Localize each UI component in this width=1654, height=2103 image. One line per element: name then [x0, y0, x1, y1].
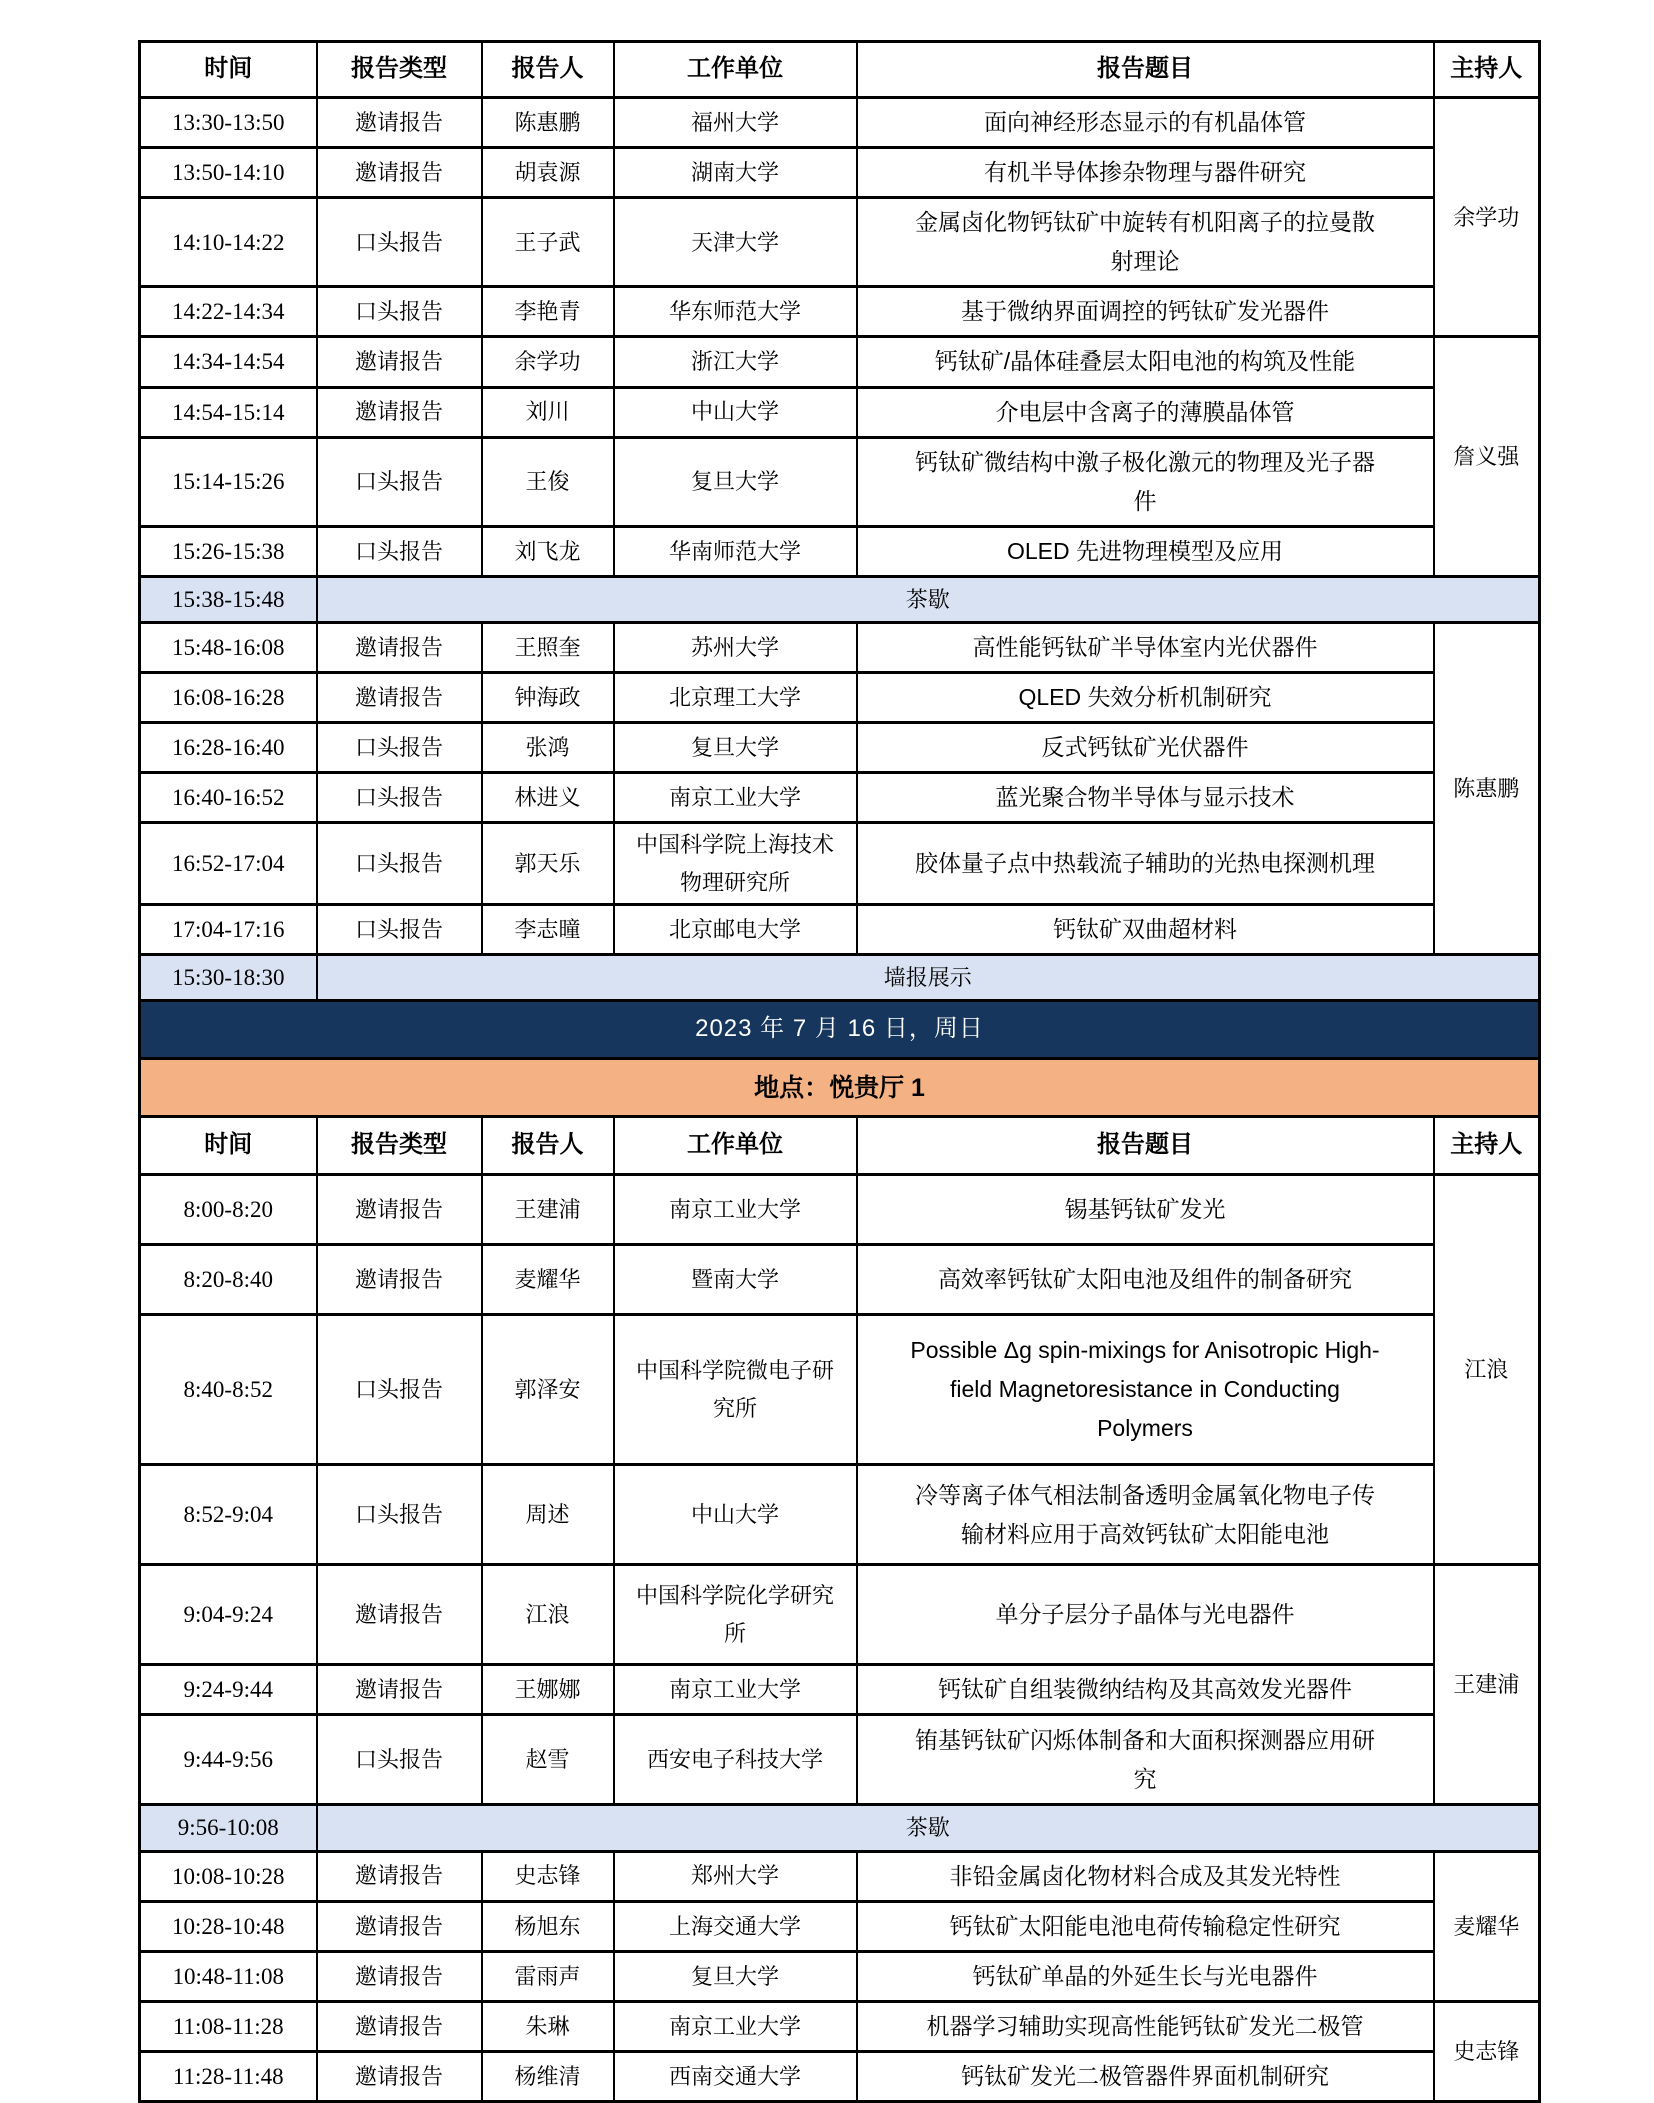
venue-banner: 地点：悦贵厅 1	[140, 1059, 1540, 1117]
time-cell: 10:48-11:08	[140, 1951, 317, 2001]
title-cell: 非铅金属卤化物材料合成及其发光特性	[857, 1851, 1434, 1901]
speaker-cell: 林进义	[482, 773, 614, 823]
header-cell-3: 工作单位	[614, 42, 857, 98]
affiliation-cell: 郑州大学	[614, 1851, 857, 1901]
type-cell: 口头报告	[317, 773, 482, 823]
affiliation-cell: 南京工业大学	[614, 1665, 857, 1715]
time-cell: 14:34-14:54	[140, 337, 317, 387]
speaker-cell: 郭天乐	[482, 823, 614, 905]
time-cell: 9:04-9:24	[140, 1565, 317, 1665]
type-cell: 口头报告	[317, 1715, 482, 1805]
time-cell: 8:52-9:04	[140, 1465, 317, 1565]
affiliation-cell: 西南交通大学	[614, 2051, 857, 2101]
talk-row	[140, 437, 1540, 526]
break-row	[140, 955, 1540, 1001]
speaker-cell: 王子武	[482, 198, 614, 287]
header-cell-3: 工作单位	[614, 1117, 857, 1175]
time-cell: 8:40-8:52	[140, 1315, 317, 1465]
speaker-cell: 雷雨声	[482, 1951, 614, 2001]
chair-cell: 陈惠鹏	[1434, 623, 1540, 955]
talk-row	[140, 148, 1540, 198]
header-row	[140, 42, 1540, 98]
time-cell: 15:30-18:30	[140, 955, 317, 1001]
type-cell: 邀请报告	[317, 2051, 482, 2101]
header-row	[140, 1117, 1540, 1175]
talk-row	[140, 1245, 1540, 1315]
title-cell: 钙钛矿太阳能电池电荷传输稳定性研究	[857, 1901, 1434, 1951]
type-cell: 口头报告	[317, 823, 482, 905]
header-cell-4: 报告题目	[857, 1117, 1434, 1175]
talk-row	[140, 337, 1540, 387]
speaker-cell: 杨旭东	[482, 1901, 614, 1951]
time-cell: 9:44-9:56	[140, 1715, 317, 1805]
title-cell: 蓝光聚合物半导体与显示技术	[857, 773, 1434, 823]
talk-row	[140, 1665, 1540, 1715]
session-day1-afternoon	[140, 42, 1540, 1001]
break-row	[140, 1805, 1540, 1851]
speaker-cell: 王建浦	[482, 1175, 614, 1245]
header-cell-2: 报告人	[482, 1117, 614, 1175]
affiliation-cell: 福州大学	[614, 98, 857, 148]
type-cell: 口头报告	[317, 1465, 482, 1565]
header-cell-2: 报告人	[482, 42, 614, 98]
schedule-table	[138, 40, 1541, 2103]
affiliation-cell: 天津大学	[614, 198, 857, 287]
talk-row	[140, 623, 1540, 673]
title-cell: Possible Δg spin-mixings for Anisotropic High-field Magnetoresistance in Conducting Polymers	[857, 1315, 1434, 1465]
speaker-cell: 赵雪	[482, 1715, 614, 1805]
affiliation-cell: 苏州大学	[614, 623, 857, 673]
title-cell: 钙钛矿微结构中激子极化激元的物理及光子器件	[857, 437, 1434, 526]
affiliation-cell: 复旦大学	[614, 1951, 857, 2001]
title-cell: 高性能钙钛矿半导体室内光伏器件	[857, 623, 1434, 673]
speaker-cell: 刘飞龙	[482, 526, 614, 576]
title-cell: 高效率钙钛矿太阳电池及组件的制备研究	[857, 1245, 1434, 1315]
affiliation-cell: 中国科学院化学研究所	[614, 1565, 857, 1665]
talk-row	[140, 526, 1540, 576]
time-cell: 15:38-15:48	[140, 576, 317, 622]
talk-row	[140, 1851, 1540, 1901]
chair-cell: 余学功	[1434, 98, 1540, 337]
talk-row	[140, 1175, 1540, 1245]
speaker-cell: 张鸿	[482, 723, 614, 773]
affiliation-cell: 暨南大学	[614, 1245, 857, 1315]
speaker-cell: 胡袁源	[482, 148, 614, 198]
break-row	[140, 576, 1540, 622]
title-cell: 介电层中含离子的薄膜晶体管	[857, 387, 1434, 437]
chair-cell: 麦耀华	[1434, 1851, 1540, 2001]
speaker-cell: 麦耀华	[482, 1245, 614, 1315]
time-cell: 9:24-9:44	[140, 1665, 317, 1715]
title-cell: QLED 失效分析机制研究	[857, 673, 1434, 723]
affiliation-cell: 中国科学院微电子研究所	[614, 1315, 857, 1465]
talk-row	[140, 1951, 1540, 2001]
chair-cell: 史志锋	[1434, 2001, 1540, 2101]
type-cell: 邀请报告	[317, 673, 482, 723]
affiliation-cell: 中国科学院上海技术物理研究所	[614, 823, 857, 905]
time-cell: 17:04-17:16	[140, 905, 317, 955]
date-banner-row	[140, 1001, 1540, 1059]
speaker-cell: 陈惠鹏	[482, 98, 614, 148]
banner-section	[140, 1001, 1540, 1117]
time-cell: 16:40-16:52	[140, 773, 317, 823]
time-cell: 10:28-10:48	[140, 1901, 317, 1951]
break-label-cell: 墙报展示	[317, 955, 1540, 1001]
speaker-cell: 李志曈	[482, 905, 614, 955]
type-cell: 邀请报告	[317, 1951, 482, 2001]
type-cell: 口头报告	[317, 437, 482, 526]
type-cell: 口头报告	[317, 723, 482, 773]
talk-row	[140, 1465, 1540, 1565]
title-cell: OLED 先进物理模型及应用	[857, 526, 1434, 576]
affiliation-cell: 华东师范大学	[614, 287, 857, 337]
speaker-cell: 郭泽安	[482, 1315, 614, 1465]
title-cell: 面向神经形态显示的有机晶体管	[857, 98, 1434, 148]
time-cell: 9:56-10:08	[140, 1805, 317, 1851]
type-cell: 口头报告	[317, 198, 482, 287]
affiliation-cell: 复旦大学	[614, 437, 857, 526]
affiliation-cell: 中山大学	[614, 1465, 857, 1565]
affiliation-cell: 上海交通大学	[614, 1901, 857, 1951]
time-cell: 16:08-16:28	[140, 673, 317, 723]
speaker-cell: 史志锋	[482, 1851, 614, 1901]
time-cell: 16:28-16:40	[140, 723, 317, 773]
affiliation-cell: 南京工业大学	[614, 1175, 857, 1245]
time-cell: 8:00-8:20	[140, 1175, 317, 1245]
talk-row	[140, 198, 1540, 287]
speaker-cell: 钟海政	[482, 673, 614, 723]
title-cell: 钙钛矿自组装微纳结构及其高效发光器件	[857, 1665, 1434, 1715]
break-label-cell: 茶歇	[317, 1805, 1540, 1851]
speaker-cell: 杨维清	[482, 2051, 614, 2101]
date-banner: 2023 年 7 月 16 日，周日	[140, 1001, 1540, 1059]
type-cell: 邀请报告	[317, 1565, 482, 1665]
affiliation-cell: 南京工业大学	[614, 2001, 857, 2051]
affiliation-cell: 北京邮电大学	[614, 905, 857, 955]
title-cell: 机器学习辅助实现高性能钙钛矿发光二极管	[857, 2001, 1434, 2051]
header-cell-1: 报告类型	[317, 42, 482, 98]
type-cell: 邀请报告	[317, 1665, 482, 1715]
time-cell: 15:26-15:38	[140, 526, 317, 576]
title-cell: 有机半导体掺杂物理与器件研究	[857, 148, 1434, 198]
affiliation-cell: 浙江大学	[614, 337, 857, 387]
affiliation-cell: 中山大学	[614, 387, 857, 437]
title-cell: 钙钛矿发光二极管器件界面机制研究	[857, 2051, 1434, 2101]
header-cell-0: 时间	[140, 1117, 317, 1175]
speaker-cell: 王俊	[482, 437, 614, 526]
affiliation-cell: 湖南大学	[614, 148, 857, 198]
chair-cell: 詹义强	[1434, 337, 1540, 576]
talk-row	[140, 2001, 1540, 2051]
speaker-cell: 刘川	[482, 387, 614, 437]
affiliation-cell: 华南师范大学	[614, 526, 857, 576]
speaker-cell: 朱琳	[482, 2001, 614, 2051]
type-cell: 口头报告	[317, 1315, 482, 1465]
talk-row	[140, 387, 1540, 437]
type-cell: 邀请报告	[317, 98, 482, 148]
header-cell-5: 主持人	[1434, 42, 1540, 98]
title-cell: 胶体量子点中热载流子辅助的光热电探测机理	[857, 823, 1434, 905]
speaker-cell: 余学功	[482, 337, 614, 387]
session-day2-morning	[140, 1117, 1540, 2102]
affiliation-cell: 北京理工大学	[614, 673, 857, 723]
type-cell: 邀请报告	[317, 1901, 482, 1951]
talk-row	[140, 905, 1540, 955]
time-cell: 13:50-14:10	[140, 148, 317, 198]
talk-row	[140, 287, 1540, 337]
header-cell-5: 主持人	[1434, 1117, 1540, 1175]
talk-row	[140, 1315, 1540, 1465]
chair-cell: 王建浦	[1434, 1565, 1540, 1805]
schedule-container	[138, 40, 1538, 2103]
title-cell: 冷等离子体气相法制备透明金属氧化物电子传输材料应用于高效钙钛矿太阳能电池	[857, 1465, 1434, 1565]
talk-row	[140, 2051, 1540, 2101]
time-cell: 16:52-17:04	[140, 823, 317, 905]
speaker-cell: 王照奎	[482, 623, 614, 673]
affiliation-cell: 西安电子科技大学	[614, 1715, 857, 1805]
title-cell: 基于微纳界面调控的钙钛矿发光器件	[857, 287, 1434, 337]
type-cell: 口头报告	[317, 905, 482, 955]
speaker-cell: 周述	[482, 1465, 614, 1565]
title-cell: 单分子层分子晶体与光电器件	[857, 1565, 1434, 1665]
speaker-cell: 李艳青	[482, 287, 614, 337]
title-cell: 反式钙钛矿光伏器件	[857, 723, 1434, 773]
header-cell-0: 时间	[140, 42, 317, 98]
time-cell: 11:28-11:48	[140, 2051, 317, 2101]
talk-row	[140, 1565, 1540, 1665]
talk-row	[140, 723, 1540, 773]
type-cell: 邀请报告	[317, 1245, 482, 1315]
talk-row	[140, 773, 1540, 823]
time-cell: 14:10-14:22	[140, 198, 317, 287]
time-cell: 14:22-14:34	[140, 287, 317, 337]
time-cell: 11:08-11:28	[140, 2001, 317, 2051]
title-cell: 钙钛矿单晶的外延生长与光电器件	[857, 1951, 1434, 2001]
type-cell: 邀请报告	[317, 387, 482, 437]
title-cell: 锡基钙钛矿发光	[857, 1175, 1434, 1245]
time-cell: 14:54-15:14	[140, 387, 317, 437]
talk-row	[140, 1715, 1540, 1805]
title-cell: 铕基钙钛矿闪烁体制备和大面积探测器应用研究	[857, 1715, 1434, 1805]
speaker-cell: 江浪	[482, 1565, 614, 1665]
type-cell: 口头报告	[317, 526, 482, 576]
type-cell: 邀请报告	[317, 148, 482, 198]
type-cell: 邀请报告	[317, 2001, 482, 2051]
type-cell: 邀请报告	[317, 337, 482, 387]
title-cell: 金属卤化物钙钛矿中旋转有机阳离子的拉曼散射理论	[857, 198, 1434, 287]
type-cell: 口头报告	[317, 287, 482, 337]
speaker-cell: 王娜娜	[482, 1665, 614, 1715]
time-cell: 8:20-8:40	[140, 1245, 317, 1315]
talk-row	[140, 1901, 1540, 1951]
type-cell: 邀请报告	[317, 1175, 482, 1245]
type-cell: 邀请报告	[317, 1851, 482, 1901]
venue-banner-row	[140, 1059, 1540, 1117]
affiliation-cell: 复旦大学	[614, 723, 857, 773]
chair-cell: 江浪	[1434, 1175, 1540, 1565]
talk-row	[140, 673, 1540, 723]
title-cell: 钙钛矿双曲超材料	[857, 905, 1434, 955]
time-cell: 15:14-15:26	[140, 437, 317, 526]
talk-row	[140, 98, 1540, 148]
time-cell: 10:08-10:28	[140, 1851, 317, 1901]
time-cell: 15:48-16:08	[140, 623, 317, 673]
time-cell: 13:30-13:50	[140, 98, 317, 148]
affiliation-cell: 南京工业大学	[614, 773, 857, 823]
header-cell-4: 报告题目	[857, 42, 1434, 98]
type-cell: 邀请报告	[317, 623, 482, 673]
talk-row	[140, 823, 1540, 905]
title-cell: 钙钛矿/晶体硅叠层太阳电池的构筑及性能	[857, 337, 1434, 387]
header-cell-1: 报告类型	[317, 1117, 482, 1175]
break-label-cell: 茶歇	[317, 576, 1540, 622]
